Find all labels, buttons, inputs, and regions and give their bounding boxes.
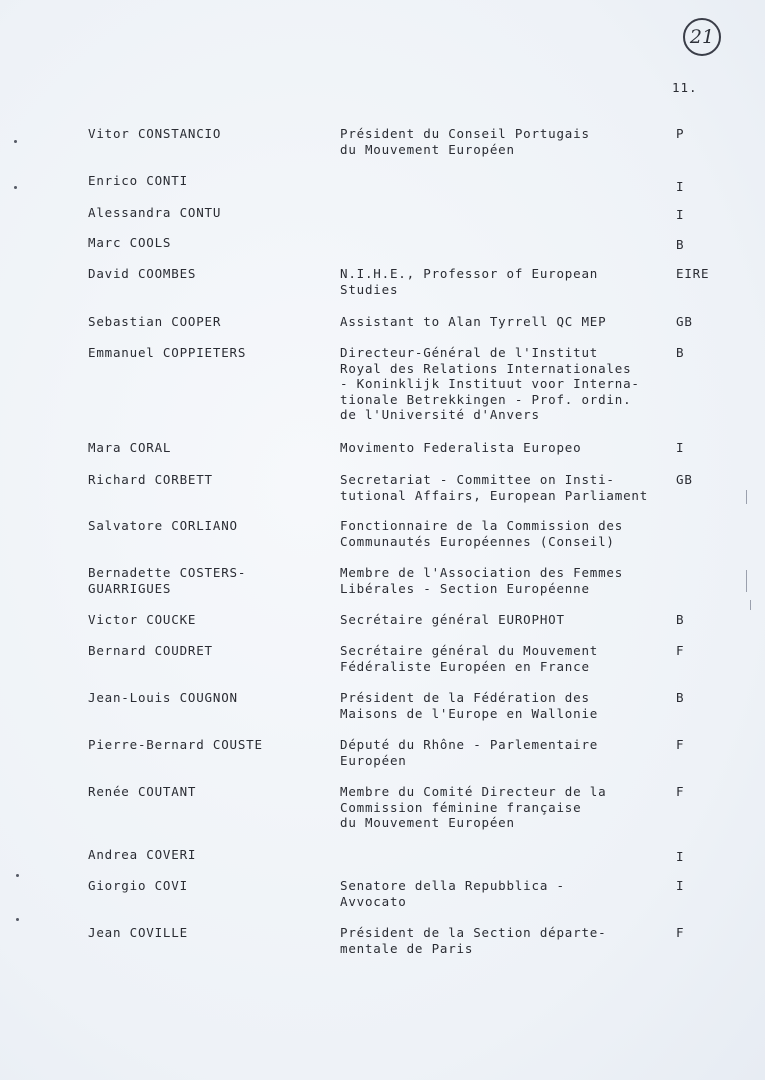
entry-affiliation: Président de la Fédération des Maisons de l'Europe en Wallonie bbox=[340, 690, 599, 721]
entry-country: P bbox=[676, 126, 685, 141]
entry-name: Salvatore CORLIANO bbox=[88, 518, 238, 533]
entry-country: F bbox=[676, 784, 685, 799]
entry-affiliation: Secrétaire général EUROPHOT bbox=[340, 612, 565, 627]
entry-affiliation: Secretariat - Committee on Insti- tutional Affairs, European Parliament bbox=[340, 472, 649, 503]
entry-name: Victor COUCKE bbox=[88, 612, 197, 627]
entry-country: B bbox=[676, 237, 685, 252]
scan-edge-mark bbox=[746, 570, 747, 592]
entry-affiliation: Président du Conseil Portugais du Mouvement Européen bbox=[340, 126, 590, 157]
entry-name: Enrico CONTI bbox=[88, 173, 188, 188]
entry-country: F bbox=[676, 643, 685, 658]
entry-affiliation: Directeur-Général de l'Institut Royal des Relations Internationales - Koninklijk Instituut voor Interna- tionale Betrekkingen - Prof. ordin. de l'Université d'Anvers bbox=[340, 345, 640, 422]
handwritten-page-number: 21 bbox=[683, 18, 721, 56]
scan-speck bbox=[16, 874, 19, 877]
scan-edge-mark bbox=[750, 600, 751, 610]
entry-country: I bbox=[676, 849, 685, 864]
entry-country: EIRE bbox=[676, 266, 710, 281]
entry-country: B bbox=[676, 345, 685, 360]
entry-country: GB bbox=[676, 472, 693, 487]
entry-affiliation: N.I.H.E., Professor of European Studies bbox=[340, 266, 599, 297]
entry-name: Jean COVILLE bbox=[88, 925, 188, 940]
entry-country: B bbox=[676, 612, 685, 627]
entry-affiliation: Secrétaire général du Mouvement Fédéraliste Européen en France bbox=[340, 643, 599, 674]
entry-affiliation: Senatore della Repubblica - Avvocato bbox=[340, 878, 565, 909]
entry-country: I bbox=[676, 179, 685, 194]
entry-name: Andrea COVERI bbox=[88, 847, 197, 862]
entry-affiliation: Assistant to Alan Tyrrell QC MEP bbox=[340, 314, 607, 329]
scan-speck bbox=[14, 140, 17, 143]
entry-affiliation: Fonctionnaire de la Commission des Communautés Européennes (Conseil) bbox=[340, 518, 624, 549]
entry-country: F bbox=[676, 737, 685, 752]
entry-name: Mara CORAL bbox=[88, 440, 172, 455]
entry-name: Pierre-Bernard COUSTE bbox=[88, 737, 263, 752]
entry-name: Vitor CONSTANCIO bbox=[88, 126, 222, 141]
entry-country: F bbox=[676, 925, 685, 940]
entry-country: I bbox=[676, 878, 685, 893]
scan-speck bbox=[16, 918, 19, 921]
entry-name: Emmanuel COPPIETERS bbox=[88, 345, 247, 360]
entry-country: I bbox=[676, 207, 685, 222]
entry-name: Sebastian COOPER bbox=[88, 314, 222, 329]
entry-affiliation: Movimento Federalista Europeo bbox=[340, 440, 582, 455]
entry-name: Alessandra CONTU bbox=[88, 205, 222, 220]
entry-country: B bbox=[676, 690, 685, 705]
entry-name: Bernard COUDRET bbox=[88, 643, 213, 658]
entry-country: GB bbox=[676, 314, 693, 329]
entry-affiliation: Député du Rhône - Parlementaire Européen bbox=[340, 737, 599, 768]
entry-name: Jean-Louis COUGNON bbox=[88, 690, 238, 705]
scan-edge-mark bbox=[746, 490, 747, 504]
entry-affiliation: Membre du Comité Directeur de la Commission féminine française du Mouvement Européen bbox=[340, 784, 607, 830]
entry-name: Renée COUTANT bbox=[88, 784, 197, 799]
entry-affiliation: Président de la Section départe- mentale de Paris bbox=[340, 925, 607, 956]
entry-name: Richard CORBETT bbox=[88, 472, 213, 487]
entry-name: Marc COOLS bbox=[88, 235, 172, 250]
entry-country: I bbox=[676, 440, 685, 455]
entry-name: David COOMBES bbox=[88, 266, 197, 281]
scan-speck bbox=[14, 186, 17, 189]
entry-affiliation: Membre de l'Association des Femmes Libérales - Section Européenne bbox=[340, 565, 624, 596]
page-number: 11. bbox=[672, 80, 698, 95]
entry-name: Giorgio COVI bbox=[88, 878, 188, 893]
entry-name: Bernadette COSTERS- GUARRIGUES bbox=[88, 565, 247, 596]
